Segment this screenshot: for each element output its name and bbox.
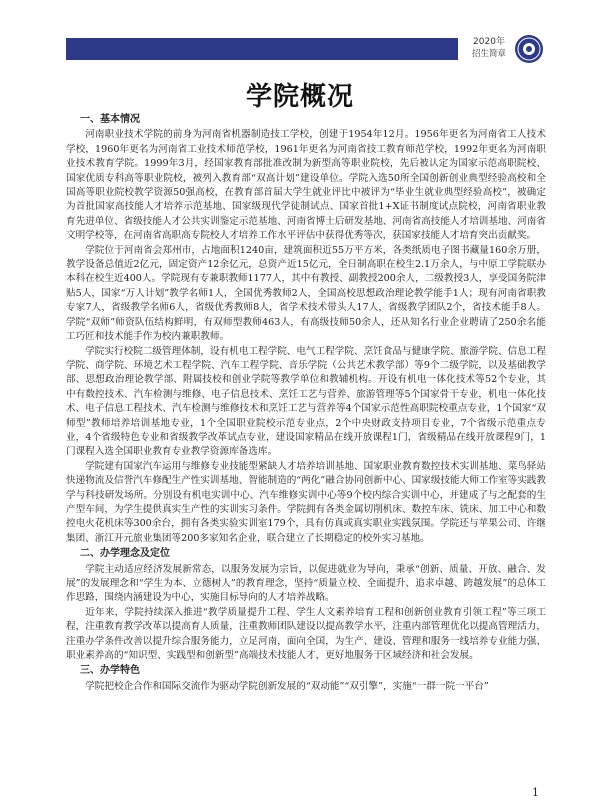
paragraph: 学院实行校院二级管理体制，设有机电工程学院、电气工程学院、烹饪食品与健康学院、旅游学院、信息工程学院、商学院、环境艺术工程学院、汽车工程学院、音乐学院（公共艺术教学部）等9个二级学院，以及基础教学部、思想政治理论教学部、附属技校和创业学院等教学单位和教辅机构。开设有机电一体化技术等52个专业，其中有数控技术、汽车检测与维修、电子信息技术、烹饪工艺与营养、旅游管理等5个国家骨干专业，机电一体化技术、电子信息工程技术、汽车检测与维修技术和烹饪工艺与营养等4个国家示范性高职院校重点专业，1个国家“双师型”教师培养培训基地专业，1个全国职业院校示范专业点，2个中央财政支持项目专业，7个省级示范重点专业，4个省级特色专业和省级教学改革试点专业，建设国家精品在线开放课程1门，省级精品在线开放课程9门，1门课程入选全国职业教育专业教学资源库备选库。 [66,345,546,458]
paragraph: 学院建有国家汽车运用与维修专业技能型紧缺人才培养培训基地、国家职业教育数控技术实训基地、菜鸟驿站快递物流及信誉汽车修配生产性实训基地、智能制造的“两化”融合协同创新中心、国家级技能大师工作室等实践教学与科技研发场所。分别设有机电实训中心、汽车维修实训中心等9个校内综合实训中心，并建成了与之配套的生产型车间，为学生提供真实生产性的实训实习条件。学院拥有各类金属切削机床、数控车床、铣床、加工中心和数控电火花机床等300余台，拥有各类实验实训室179个，具有仿真或真实职业实践氛围。学院还与苹果公司、许继集团、浙江开元旅业集团等200多家知名企业，联合建立了长期稳定的校外实习基地。 [66,460,546,544]
header-bar [66,38,458,60]
paragraph: 学院把校企合作和国际交流作为驱动学院创新发展的“双动能”“双引擎”，实施“一群一院一平台” [85,680,489,692]
page-number: 1 [532,786,539,799]
article-body [66,112,546,694]
section-heading-features: 三、办学特色 [80,665,140,677]
section-heading-basic: 一、基本情况 [80,114,140,125]
header-year: 2020年 [473,37,505,47]
paragraph: 河南职业技术学院的前身为河南省机器制造技工学校，创建于1954年12月。1956年更名为河南省工人技术学校，1960年更名为河南省工业技术师范学校，1961年更名为河南省技工教育师范学校，1992年更名为河南职业技术教育学院。1999年3月，经国家教育部批准改制为新型高等职业院校，先后被认定为国家示范高职院校、国家优质专科高等职业院校，被列入教育部“双高计划”建设单位。学院入选50所全国创新创业典型经验高校和全国高等职业院校教学资源50强高校，在教育部首届大学生就业评比中被评为“毕业生就业典型经验高校”，被确定为首批国家高技能人才培养示范基地、国家级现代学徒制试点、国家首批1+X证书制度试点院校，河南省职业教育先进单位、省级技能人才公共实训鉴定示范基地、河南省博士后研发基地、河南省高技能人才培训基地、河南省文明学校等，在河南省高职高专院校人才培养工作水平评估中获得优秀等次，获国家技能人才培育突出贡献奖。 [66,129,546,242]
page-title: 学院概况 [245,82,354,112]
paragraph: 近年来，学院持续深入推进“教学质量提升工程、学生人文素养培育工程和创新创业教育引领工程”等三项工程，注重教育教学改革以提高育人质量，注重教师团队建设以提高教学水平，注重内部管理优化以提高管理活力，注重办学条件改善以提升综合服务能力，立足河南，面向全国，为生产、建设、管理和服务一线培养专业能力强、职业素养高的“知识型、实践型和创新型”高端技术技能人才，更好地服务于区域经济和社会发展。 [66,606,546,662]
section-heading-philosophy: 二、办学理念及定位 [80,548,170,560]
header-subtitle: 招生简章 [471,49,506,59]
paragraph: 学院位于河南省会郑州市，占地面积1240亩，建筑面积近55万平方米，各类纸质电子图书藏量160余万册，教学设备总值近2亿元，固定资产12余亿元，总资产近15亿元，全日制高职在校生2.1万余人，与中原工学院联办本科在校生近400人。学院现有专兼职教师1177人，其中有教授、副教授200余人，二级教授3人，享受国务院津贴5人，国家“万人计划”教学名师1人，全国优秀教师2人，全国高校思想政治理论教学能手1人；现有河南省职教专家7人，省级教学名师6人，省级优秀教师8人，省学术技术带头人17人，省级教学团队2个，省技术能手8人。学院“双师”师资队伍结构鲜明，有双师型教师463人，有高级技师50余人，还从知名行业企业聘请了250余名能工巧匠和技术能手作为校内兼职教师。 [66,244,546,343]
college-seal-logo-icon [514,34,544,64]
paragraph: 学院主动适应经济发展新常态，以服务发展为宗旨，以促进就业为导向，秉承“创新、质量、开放、融合、发展”的发展理念和“学生为本、立德树人”的教育理念，坚持“质量立校、全面提升、追求卓越、跨越发展”的总体工作思路，围绕内涵建设为中心，实施目标导向的人才培养战略。 [66,563,546,604]
